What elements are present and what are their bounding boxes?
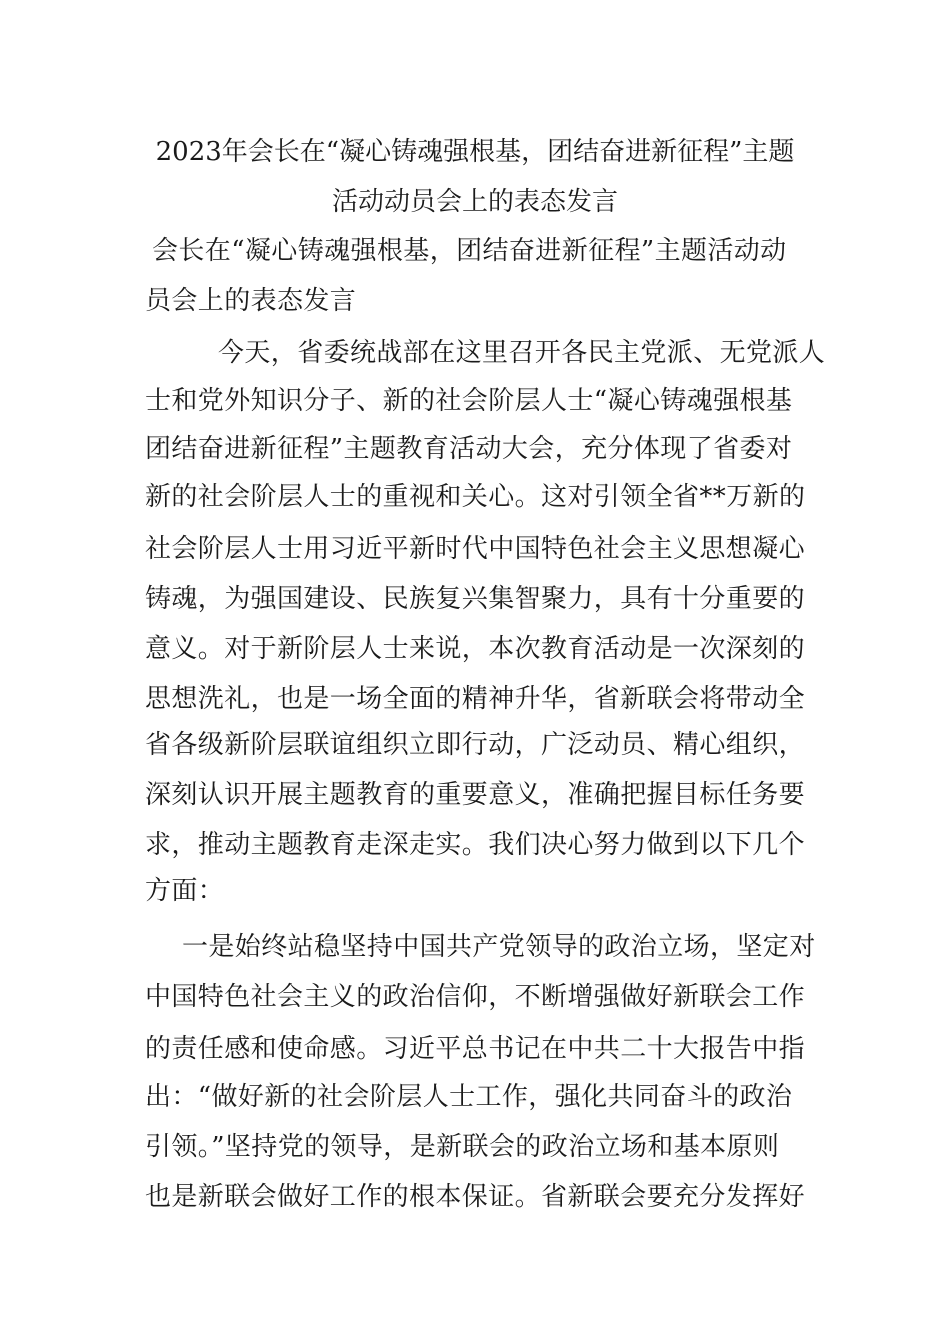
paragraph2-line-2: 中国特色社会主义的政治信仰，不断增强做好新联会工作: [145, 982, 806, 1012]
paragraph1-line-6: 铸魂，为强国建设、民族复兴集智聚力，具有十分重要的: [145, 584, 806, 614]
paragraph1-line-12: 方面：: [145, 876, 225, 906]
paragraph2-line-1: 一是始终站稳坚持中国共产党领导的政治立场，坚定对: [182, 932, 816, 962]
document-title-line-1: 2023年会长在“凝心铸魂强根基，团结奋进新征程”主题: [155, 137, 795, 167]
paragraph2-line-6: 也是新联会做好工作的根本保证。省新联会要充分发挥好: [145, 1182, 806, 1212]
paragraph1-line-1: 今天，省委统战部在这里召开各民主党派、无党派人: [218, 338, 826, 368]
paragraph2-line-5: 引领。”坚持党的领导，是新联会的政治立场和基本原则: [145, 1132, 780, 1162]
paragraph1-line-2: 士和党外知识分子、新的社会阶层人士“凝心铸魂强根基: [145, 386, 793, 416]
document-title-line-2: 活动动员会上的表态发言: [331, 187, 618, 217]
paragraph1-line-11: 求，推动主题教育走深走实。我们决心努力做到以下几个: [145, 830, 806, 860]
paragraph2-line-4: 出：“做好新的社会阶层人士工作，强化共同奋斗的政治: [145, 1082, 793, 1112]
paragraph1-line-10: 深刻认识开展主题教育的重要意义，准确把握目标任务要: [145, 780, 806, 810]
paragraph1-line-5: 社会阶层人士用习近平新时代中国特色社会主义思想凝心: [145, 534, 806, 564]
paragraph1-line-3: 团结奋进新征程”主题教育活动大会，充分体现了省委对: [145, 434, 793, 464]
paragraph1-line-9: 省各级新阶层联谊组织立即行动，广泛动员、精心组织，: [145, 730, 806, 760]
paragraph1-line-7: 意义。对于新阶层人士来说，本次教育活动是一次深刻的: [145, 634, 806, 664]
subtitle-line-1: 会长在“凝心铸魂强根基，团结奋进新征程”主题活动动: [152, 236, 787, 266]
paragraph1-line-8: 思想洗礼，也是一场全面的精神升华，省新联会将带动全: [145, 684, 806, 714]
paragraph2-line-3: 的责任感和使命感。习近平总书记在中共二十大报告中指: [145, 1034, 806, 1064]
paragraph1-line-4: 新的社会阶层人士的重视和关心。这对引领全省**万新的: [145, 482, 806, 512]
subtitle-line-2: 员会上的表态发言: [145, 286, 357, 316]
